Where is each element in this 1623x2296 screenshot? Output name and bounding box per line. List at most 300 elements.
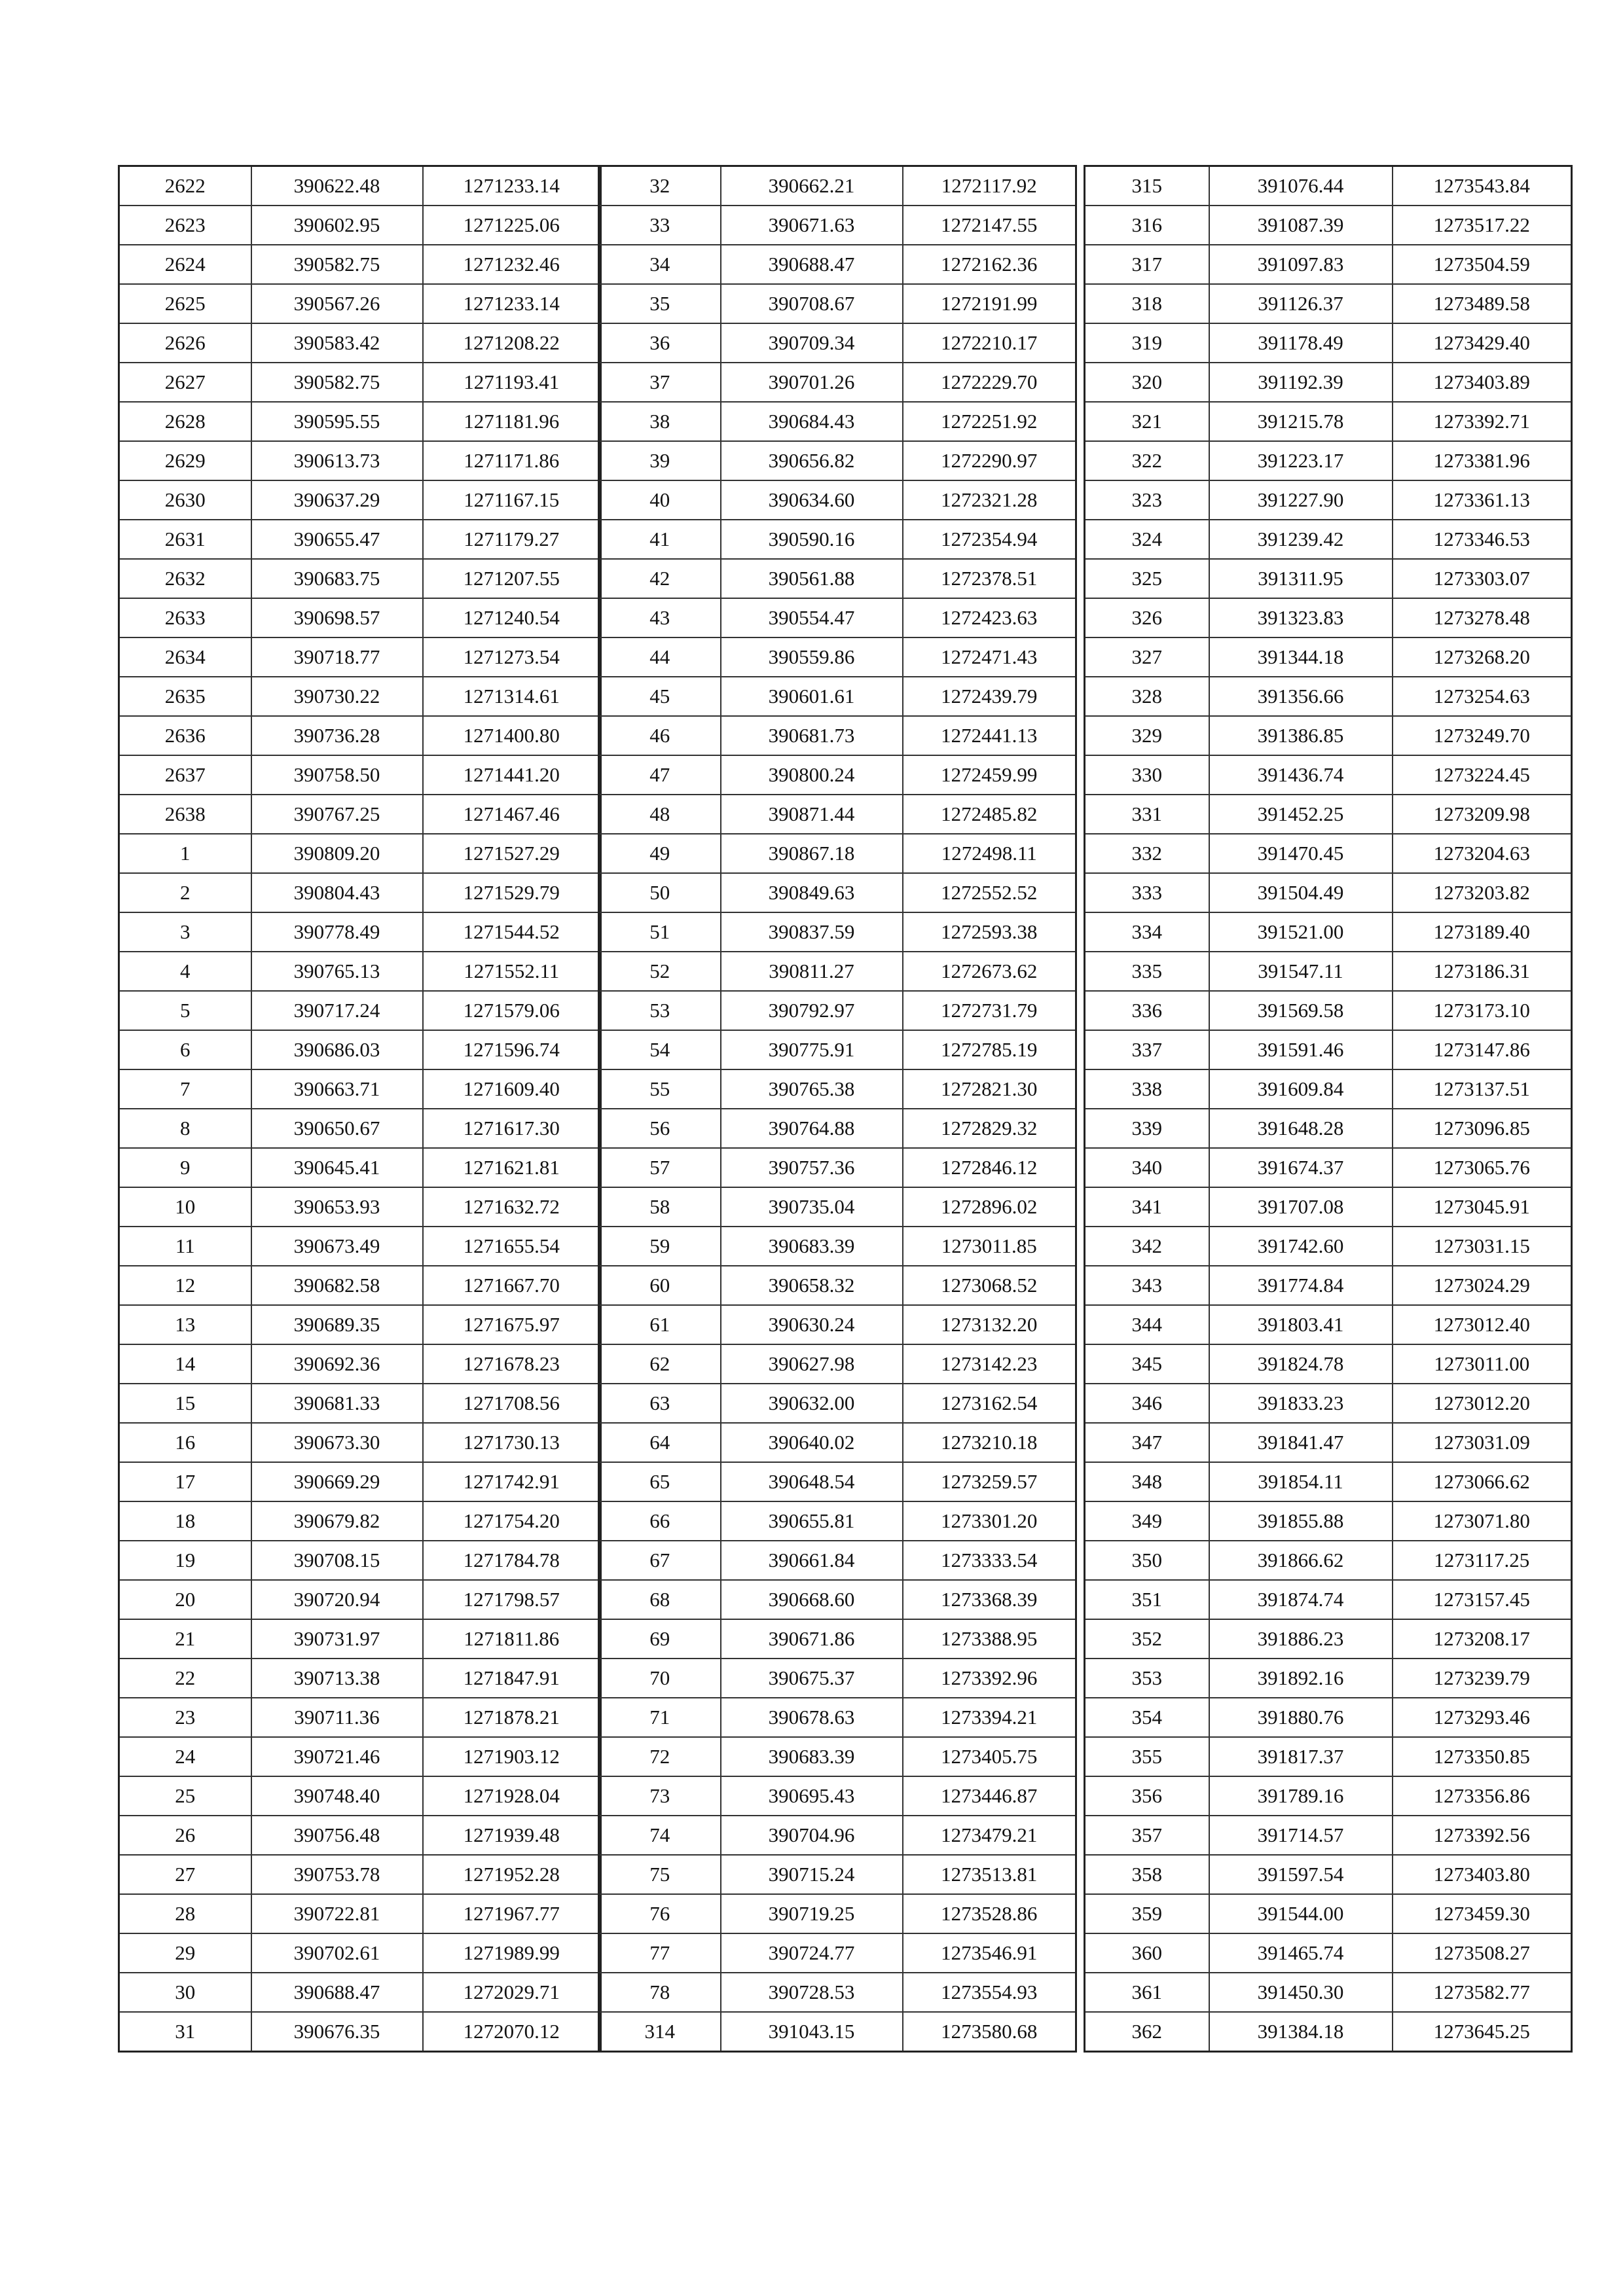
point-id-cell: 77 <box>599 1933 721 1973</box>
x-coordinate-cell: 391569.58 <box>1209 991 1393 1030</box>
point-id-cell: 338 <box>1085 1069 1209 1109</box>
x-coordinate-cell: 390722.81 <box>251 1894 423 1933</box>
y-coordinate-cell: 1273065.76 <box>1393 1148 1572 1187</box>
y-coordinate-cell: 1271529.79 <box>423 873 601 912</box>
point-id-cell: 337 <box>1085 1030 1209 1069</box>
y-coordinate-cell: 1273546.91 <box>903 1933 1076 1973</box>
y-coordinate-cell: 1273554.93 <box>903 1973 1076 2012</box>
y-coordinate-cell: 1271847.91 <box>423 1659 601 1698</box>
x-coordinate-cell: 391855.88 <box>1209 1501 1393 1541</box>
point-id-cell: 334 <box>1085 912 1209 952</box>
table-row <box>599 284 1076 323</box>
y-coordinate-cell: 1273024.29 <box>1393 1266 1572 1305</box>
y-coordinate-cell: 1271193.41 <box>423 363 601 402</box>
x-coordinate-cell: 390701.26 <box>721 363 903 402</box>
y-coordinate-cell: 1273189.40 <box>1393 912 1572 952</box>
x-coordinate-cell: 390849.63 <box>721 873 903 912</box>
point-id-cell: 13 <box>119 1305 251 1344</box>
point-id-cell: 2636 <box>119 716 251 755</box>
x-coordinate-cell: 390765.13 <box>251 952 423 991</box>
y-coordinate-cell: 1271167.15 <box>423 480 601 520</box>
table-row <box>599 480 1076 520</box>
point-id-cell: 345 <box>1085 1344 1209 1384</box>
table-row <box>599 1776 1076 1816</box>
point-id-cell: 30 <box>119 1973 251 2012</box>
point-id-cell: 358 <box>1085 1855 1209 1894</box>
point-id-cell: 58 <box>599 1187 721 1227</box>
y-coordinate-cell: 1271655.54 <box>423 1227 601 1266</box>
table-row <box>1085 363 1572 402</box>
x-coordinate-cell: 391880.76 <box>1209 1698 1393 1737</box>
x-coordinate-cell: 390717.24 <box>251 991 423 1030</box>
point-id-cell: 50 <box>599 873 721 912</box>
point-id-cell: 362 <box>1085 2012 1209 2052</box>
y-coordinate-cell: 1273392.71 <box>1393 402 1572 441</box>
table-row <box>119 1462 601 1501</box>
y-coordinate-cell: 1273011.85 <box>903 1227 1076 1266</box>
y-coordinate-cell: 1273268.20 <box>1393 637 1572 677</box>
point-id-cell: 336 <box>1085 991 1209 1030</box>
y-coordinate-cell: 1272821.30 <box>903 1069 1076 1109</box>
x-coordinate-cell: 391223.17 <box>1209 441 1393 480</box>
x-coordinate-cell: 390837.59 <box>721 912 903 952</box>
table-row <box>599 1266 1076 1305</box>
y-coordinate-cell: 1273117.25 <box>1393 1541 1572 1580</box>
table-row <box>599 1973 1076 2012</box>
point-id-cell: 23 <box>119 1698 251 1737</box>
x-coordinate-cell: 390678.63 <box>721 1698 903 1737</box>
y-coordinate-cell: 1273012.40 <box>1393 1305 1572 1344</box>
y-coordinate-cell: 1271232.46 <box>423 245 601 284</box>
y-coordinate-cell: 1273645.25 <box>1393 2012 1572 2052</box>
table-row <box>1085 716 1572 755</box>
y-coordinate-cell: 1272785.19 <box>903 1030 1076 1069</box>
table-row <box>599 323 1076 363</box>
table-row <box>1085 834 1572 873</box>
point-id-cell: 76 <box>599 1894 721 1933</box>
point-id-cell: 2626 <box>119 323 251 363</box>
point-id-cell: 2629 <box>119 441 251 480</box>
point-id-cell: 19 <box>119 1541 251 1580</box>
table-row <box>119 755 601 795</box>
table-row <box>1085 1266 1572 1305</box>
table-row <box>1085 1462 1572 1501</box>
point-id-cell: 74 <box>599 1816 721 1855</box>
point-id-cell: 8 <box>119 1109 251 1148</box>
point-id-cell: 72 <box>599 1737 721 1776</box>
point-id-cell: 4 <box>119 952 251 991</box>
y-coordinate-cell: 1273446.87 <box>903 1776 1076 1816</box>
table-row <box>599 1894 1076 1933</box>
table-row <box>1085 677 1572 716</box>
x-coordinate-cell: 391774.84 <box>1209 1266 1393 1305</box>
y-coordinate-cell: 1271928.04 <box>423 1776 601 1816</box>
table-row <box>599 1227 1076 1266</box>
point-id-cell: 2624 <box>119 245 251 284</box>
x-coordinate-cell: 390713.38 <box>251 1659 423 1698</box>
y-coordinate-cell: 1271233.14 <box>423 166 601 206</box>
x-coordinate-cell: 390778.49 <box>251 912 423 952</box>
table-row <box>119 284 601 323</box>
x-coordinate-cell: 390724.77 <box>721 1933 903 1973</box>
table-row <box>119 1384 601 1423</box>
table-row <box>119 1659 601 1698</box>
y-coordinate-cell: 1271675.97 <box>423 1305 601 1344</box>
point-id-cell: 319 <box>1085 323 1209 363</box>
y-coordinate-cell: 1272485.82 <box>903 795 1076 834</box>
point-id-cell: 32 <box>599 166 721 206</box>
table-row <box>119 402 601 441</box>
table-row <box>119 1227 601 1266</box>
y-coordinate-cell: 1271609.40 <box>423 1069 601 1109</box>
x-coordinate-cell: 390632.00 <box>721 1384 903 1423</box>
point-id-cell: 9 <box>119 1148 251 1187</box>
x-coordinate-cell: 390871.44 <box>721 795 903 834</box>
y-coordinate-cell: 1271784.78 <box>423 1541 601 1580</box>
x-coordinate-cell: 390650.67 <box>251 1109 423 1148</box>
x-coordinate-cell: 390655.81 <box>721 1501 903 1541</box>
table-row <box>119 1816 601 1855</box>
x-coordinate-cell: 390809.20 <box>251 834 423 873</box>
point-id-cell: 12 <box>119 1266 251 1305</box>
x-coordinate-cell: 391192.39 <box>1209 363 1393 402</box>
point-id-cell: 324 <box>1085 520 1209 559</box>
point-id-cell: 343 <box>1085 1266 1209 1305</box>
y-coordinate-cell: 1271989.99 <box>423 1933 601 1973</box>
y-coordinate-cell: 1273239.79 <box>1393 1659 1572 1698</box>
y-coordinate-cell: 1272829.32 <box>903 1109 1076 1148</box>
y-coordinate-cell: 1271467.46 <box>423 795 601 834</box>
point-id-cell: 316 <box>1085 206 1209 245</box>
y-coordinate-cell: 1271798.57 <box>423 1580 601 1619</box>
point-id-cell: 317 <box>1085 245 1209 284</box>
x-coordinate-cell: 391866.62 <box>1209 1541 1393 1580</box>
y-coordinate-cell: 1273162.54 <box>903 1384 1076 1423</box>
point-id-cell: 323 <box>1085 480 1209 520</box>
y-coordinate-cell: 1273403.80 <box>1393 1855 1572 1894</box>
table-row <box>599 1423 1076 1462</box>
y-coordinate-cell: 1272552.52 <box>903 873 1076 912</box>
table-row <box>1085 166 1572 206</box>
x-coordinate-cell: 390673.49 <box>251 1227 423 1266</box>
y-coordinate-cell: 1271314.61 <box>423 677 601 716</box>
y-coordinate-cell: 1271208.22 <box>423 323 601 363</box>
table-row <box>1085 1855 1572 1894</box>
table-row <box>599 1580 1076 1619</box>
point-id-cell: 10 <box>119 1187 251 1227</box>
y-coordinate-cell: 1272354.94 <box>903 520 1076 559</box>
point-id-cell: 335 <box>1085 952 1209 991</box>
x-coordinate-cell: 390800.24 <box>721 755 903 795</box>
point-id-cell: 53 <box>599 991 721 1030</box>
x-coordinate-cell: 390630.24 <box>721 1305 903 1344</box>
coordinate-table-2 <box>598 165 1077 2053</box>
x-coordinate-cell: 390582.75 <box>251 245 423 284</box>
y-coordinate-cell: 1272210.17 <box>903 323 1076 363</box>
point-id-cell: 2623 <box>119 206 251 245</box>
y-coordinate-cell: 1273504.59 <box>1393 245 1572 284</box>
x-coordinate-cell: 391874.74 <box>1209 1580 1393 1619</box>
table-row <box>1085 520 1572 559</box>
point-id-cell: 68 <box>599 1580 721 1619</box>
x-coordinate-cell: 390634.60 <box>721 480 903 520</box>
point-id-cell: 340 <box>1085 1148 1209 1187</box>
x-coordinate-cell: 390595.55 <box>251 402 423 441</box>
y-coordinate-cell: 1271621.81 <box>423 1148 601 1187</box>
table-row <box>1085 1109 1572 1148</box>
y-coordinate-cell: 1271678.23 <box>423 1344 601 1384</box>
point-id-cell: 328 <box>1085 677 1209 716</box>
point-id-cell: 326 <box>1085 598 1209 637</box>
y-coordinate-cell: 1272191.99 <box>903 284 1076 323</box>
x-coordinate-cell: 390559.86 <box>721 637 903 677</box>
table-row <box>599 1933 1076 1973</box>
point-id-cell: 21 <box>119 1619 251 1659</box>
point-id-cell: 33 <box>599 206 721 245</box>
point-id-cell: 354 <box>1085 1698 1209 1737</box>
point-id-cell: 62 <box>599 1344 721 1384</box>
point-id-cell: 20 <box>119 1580 251 1619</box>
x-coordinate-cell: 390561.88 <box>721 559 903 598</box>
table-row <box>599 245 1076 284</box>
y-coordinate-cell: 1273392.56 <box>1393 1816 1572 1855</box>
x-coordinate-cell: 391087.39 <box>1209 206 1393 245</box>
point-id-cell: 31 <box>119 2012 251 2052</box>
x-coordinate-cell: 390692.36 <box>251 1344 423 1384</box>
table-row <box>1085 1069 1572 1109</box>
x-coordinate-cell: 391384.18 <box>1209 2012 1393 2052</box>
x-coordinate-cell: 391521.00 <box>1209 912 1393 952</box>
y-coordinate-cell: 1271754.20 <box>423 1501 601 1541</box>
x-coordinate-cell: 390613.73 <box>251 441 423 480</box>
point-id-cell: 22 <box>119 1659 251 1698</box>
point-id-cell: 341 <box>1085 1187 1209 1227</box>
table-row <box>119 912 601 952</box>
y-coordinate-cell: 1271617.30 <box>423 1109 601 1148</box>
x-coordinate-cell: 390708.15 <box>251 1541 423 1580</box>
point-id-cell: 37 <box>599 363 721 402</box>
y-coordinate-cell: 1273249.70 <box>1393 716 1572 755</box>
y-coordinate-cell: 1273132.20 <box>903 1305 1076 1344</box>
y-coordinate-cell: 1273405.75 <box>903 1737 1076 1776</box>
point-id-cell: 18 <box>119 1501 251 1541</box>
table-row <box>119 1933 601 1973</box>
x-coordinate-cell: 390811.27 <box>721 952 903 991</box>
y-coordinate-cell: 1273429.40 <box>1393 323 1572 363</box>
point-id-cell: 39 <box>599 441 721 480</box>
y-coordinate-cell: 1272290.97 <box>903 441 1076 480</box>
y-coordinate-cell: 1273209.98 <box>1393 795 1572 834</box>
y-coordinate-cell: 1273301.20 <box>903 1501 1076 1541</box>
y-coordinate-cell: 1273031.09 <box>1393 1423 1572 1462</box>
table-row <box>119 873 601 912</box>
point-id-cell: 25 <box>119 1776 251 1816</box>
table-row <box>1085 1737 1572 1776</box>
table-row <box>599 441 1076 480</box>
x-coordinate-cell: 390792.97 <box>721 991 903 1030</box>
table-row <box>119 1344 601 1384</box>
table-row <box>599 716 1076 755</box>
x-coordinate-cell: 391817.37 <box>1209 1737 1393 1776</box>
x-coordinate-cell: 390688.47 <box>721 245 903 284</box>
table-row <box>599 559 1076 598</box>
table-row <box>599 795 1076 834</box>
x-coordinate-cell: 391097.83 <box>1209 245 1393 284</box>
point-id-cell: 34 <box>599 245 721 284</box>
table-row <box>599 206 1076 245</box>
table-row <box>599 1030 1076 1069</box>
table-row <box>599 598 1076 637</box>
table-row <box>599 834 1076 873</box>
point-id-cell: 356 <box>1085 1776 1209 1816</box>
point-id-cell: 2637 <box>119 755 251 795</box>
point-id-cell: 41 <box>599 520 721 559</box>
table-row <box>599 1305 1076 1344</box>
point-id-cell: 333 <box>1085 873 1209 912</box>
x-coordinate-cell: 390702.61 <box>251 1933 423 1973</box>
y-coordinate-cell: 1273479.21 <box>903 1816 1076 1855</box>
point-id-cell: 61 <box>599 1305 721 1344</box>
table-row <box>1085 1030 1572 1069</box>
table-row <box>1085 441 1572 480</box>
y-coordinate-cell: 1273203.82 <box>1393 873 1572 912</box>
y-coordinate-cell: 1273096.85 <box>1393 1109 1572 1148</box>
x-coordinate-cell: 390627.98 <box>721 1344 903 1384</box>
x-coordinate-cell: 390695.43 <box>721 1776 903 1816</box>
x-coordinate-cell: 390601.61 <box>721 677 903 716</box>
point-id-cell: 346 <box>1085 1384 1209 1423</box>
x-coordinate-cell: 390679.82 <box>251 1501 423 1541</box>
table-row <box>1085 2012 1572 2052</box>
x-coordinate-cell: 391609.84 <box>1209 1069 1393 1109</box>
x-coordinate-cell: 390602.95 <box>251 206 423 245</box>
point-id-cell: 78 <box>599 1973 721 2012</box>
y-coordinate-cell: 1272070.12 <box>423 2012 601 2052</box>
x-coordinate-cell: 390567.26 <box>251 284 423 323</box>
y-coordinate-cell: 1273278.48 <box>1393 598 1572 637</box>
x-coordinate-cell: 390775.91 <box>721 1030 903 1069</box>
x-coordinate-cell: 391789.16 <box>1209 1776 1393 1816</box>
table-row <box>1085 1423 1572 1462</box>
y-coordinate-cell: 1273068.52 <box>903 1266 1076 1305</box>
table-row <box>119 716 601 755</box>
point-id-cell: 46 <box>599 716 721 755</box>
table-row <box>1085 1305 1572 1344</box>
y-coordinate-cell: 1273071.80 <box>1393 1501 1572 1541</box>
point-id-cell: 329 <box>1085 716 1209 755</box>
x-coordinate-cell: 390748.40 <box>251 1776 423 1816</box>
table-row <box>119 952 601 991</box>
point-id-cell: 361 <box>1085 1973 1209 2012</box>
x-coordinate-cell: 391886.23 <box>1209 1619 1393 1659</box>
y-coordinate-cell: 1273489.58 <box>1393 284 1572 323</box>
table-row <box>599 166 1076 206</box>
x-coordinate-cell: 390669.29 <box>251 1462 423 1501</box>
table-row <box>119 1423 601 1462</box>
table-row <box>599 1737 1076 1776</box>
x-coordinate-cell: 390675.37 <box>721 1659 903 1698</box>
point-id-cell: 14 <box>119 1344 251 1384</box>
point-id-cell: 65 <box>599 1462 721 1501</box>
y-coordinate-cell: 1273031.15 <box>1393 1227 1572 1266</box>
x-coordinate-cell: 390684.43 <box>721 402 903 441</box>
y-coordinate-cell: 1273508.27 <box>1393 1933 1572 1973</box>
table-row <box>1085 284 1572 323</box>
x-coordinate-cell: 390683.39 <box>721 1227 903 1266</box>
y-coordinate-cell: 1273142.23 <box>903 1344 1076 1384</box>
y-coordinate-cell: 1273303.07 <box>1393 559 1572 598</box>
y-coordinate-cell: 1273224.45 <box>1393 755 1572 795</box>
point-id-cell: 26 <box>119 1816 251 1855</box>
x-coordinate-cell: 390704.96 <box>721 1816 903 1855</box>
x-coordinate-cell: 390718.77 <box>251 637 423 677</box>
y-coordinate-cell: 1273368.39 <box>903 1580 1076 1619</box>
y-coordinate-cell: 1271632.72 <box>423 1187 601 1227</box>
x-coordinate-cell: 391544.00 <box>1209 1894 1393 1933</box>
y-coordinate-cell: 1271579.06 <box>423 991 601 1030</box>
y-coordinate-cell: 1273147.86 <box>1393 1030 1572 1069</box>
x-coordinate-cell: 390735.04 <box>721 1187 903 1227</box>
y-coordinate-cell: 1273137.51 <box>1393 1069 1572 1109</box>
table-row <box>599 1619 1076 1659</box>
x-coordinate-cell: 390671.63 <box>721 206 903 245</box>
point-id-cell: 7 <box>119 1069 251 1109</box>
table-row <box>119 1737 601 1776</box>
x-coordinate-cell: 390689.35 <box>251 1305 423 1344</box>
point-id-cell: 11 <box>119 1227 251 1266</box>
point-id-cell: 51 <box>599 912 721 952</box>
table-row <box>599 755 1076 795</box>
x-coordinate-cell: 390757.36 <box>721 1148 903 1187</box>
point-id-cell: 36 <box>599 323 721 363</box>
y-coordinate-cell: 1273186.31 <box>1393 952 1572 991</box>
table-body <box>599 166 1076 2052</box>
y-coordinate-cell: 1272423.63 <box>903 598 1076 637</box>
x-coordinate-cell: 390686.03 <box>251 1030 423 1069</box>
point-id-cell: 2625 <box>119 284 251 323</box>
table-row <box>119 520 601 559</box>
y-coordinate-cell: 1271179.27 <box>423 520 601 559</box>
y-coordinate-cell: 1272896.02 <box>903 1187 1076 1227</box>
y-coordinate-cell: 1273210.18 <box>903 1423 1076 1462</box>
point-id-cell: 48 <box>599 795 721 834</box>
table-row <box>119 1894 601 1933</box>
table-row <box>119 363 601 402</box>
table-row <box>599 991 1076 1030</box>
table-row <box>1085 1227 1572 1266</box>
x-coordinate-cell: 391076.44 <box>1209 166 1393 206</box>
point-id-cell: 314 <box>599 2012 721 2052</box>
table-row <box>599 1148 1076 1187</box>
point-id-cell: 353 <box>1085 1659 1209 1698</box>
point-id-cell: 332 <box>1085 834 1209 873</box>
table-row <box>1085 598 1572 637</box>
x-coordinate-cell: 391386.85 <box>1209 716 1393 755</box>
x-coordinate-cell: 391824.78 <box>1209 1344 1393 1384</box>
y-coordinate-cell: 1271181.96 <box>423 402 601 441</box>
table-row <box>599 402 1076 441</box>
x-coordinate-cell: 390730.22 <box>251 677 423 716</box>
point-id-cell: 57 <box>599 1148 721 1187</box>
x-coordinate-cell: 390582.75 <box>251 363 423 402</box>
x-coordinate-cell: 391436.74 <box>1209 755 1393 795</box>
point-id-cell: 2631 <box>119 520 251 559</box>
point-id-cell: 348 <box>1085 1462 1209 1501</box>
table-row <box>599 952 1076 991</box>
point-id-cell: 330 <box>1085 755 1209 795</box>
y-coordinate-cell: 1271225.06 <box>423 206 601 245</box>
point-id-cell: 2633 <box>119 598 251 637</box>
